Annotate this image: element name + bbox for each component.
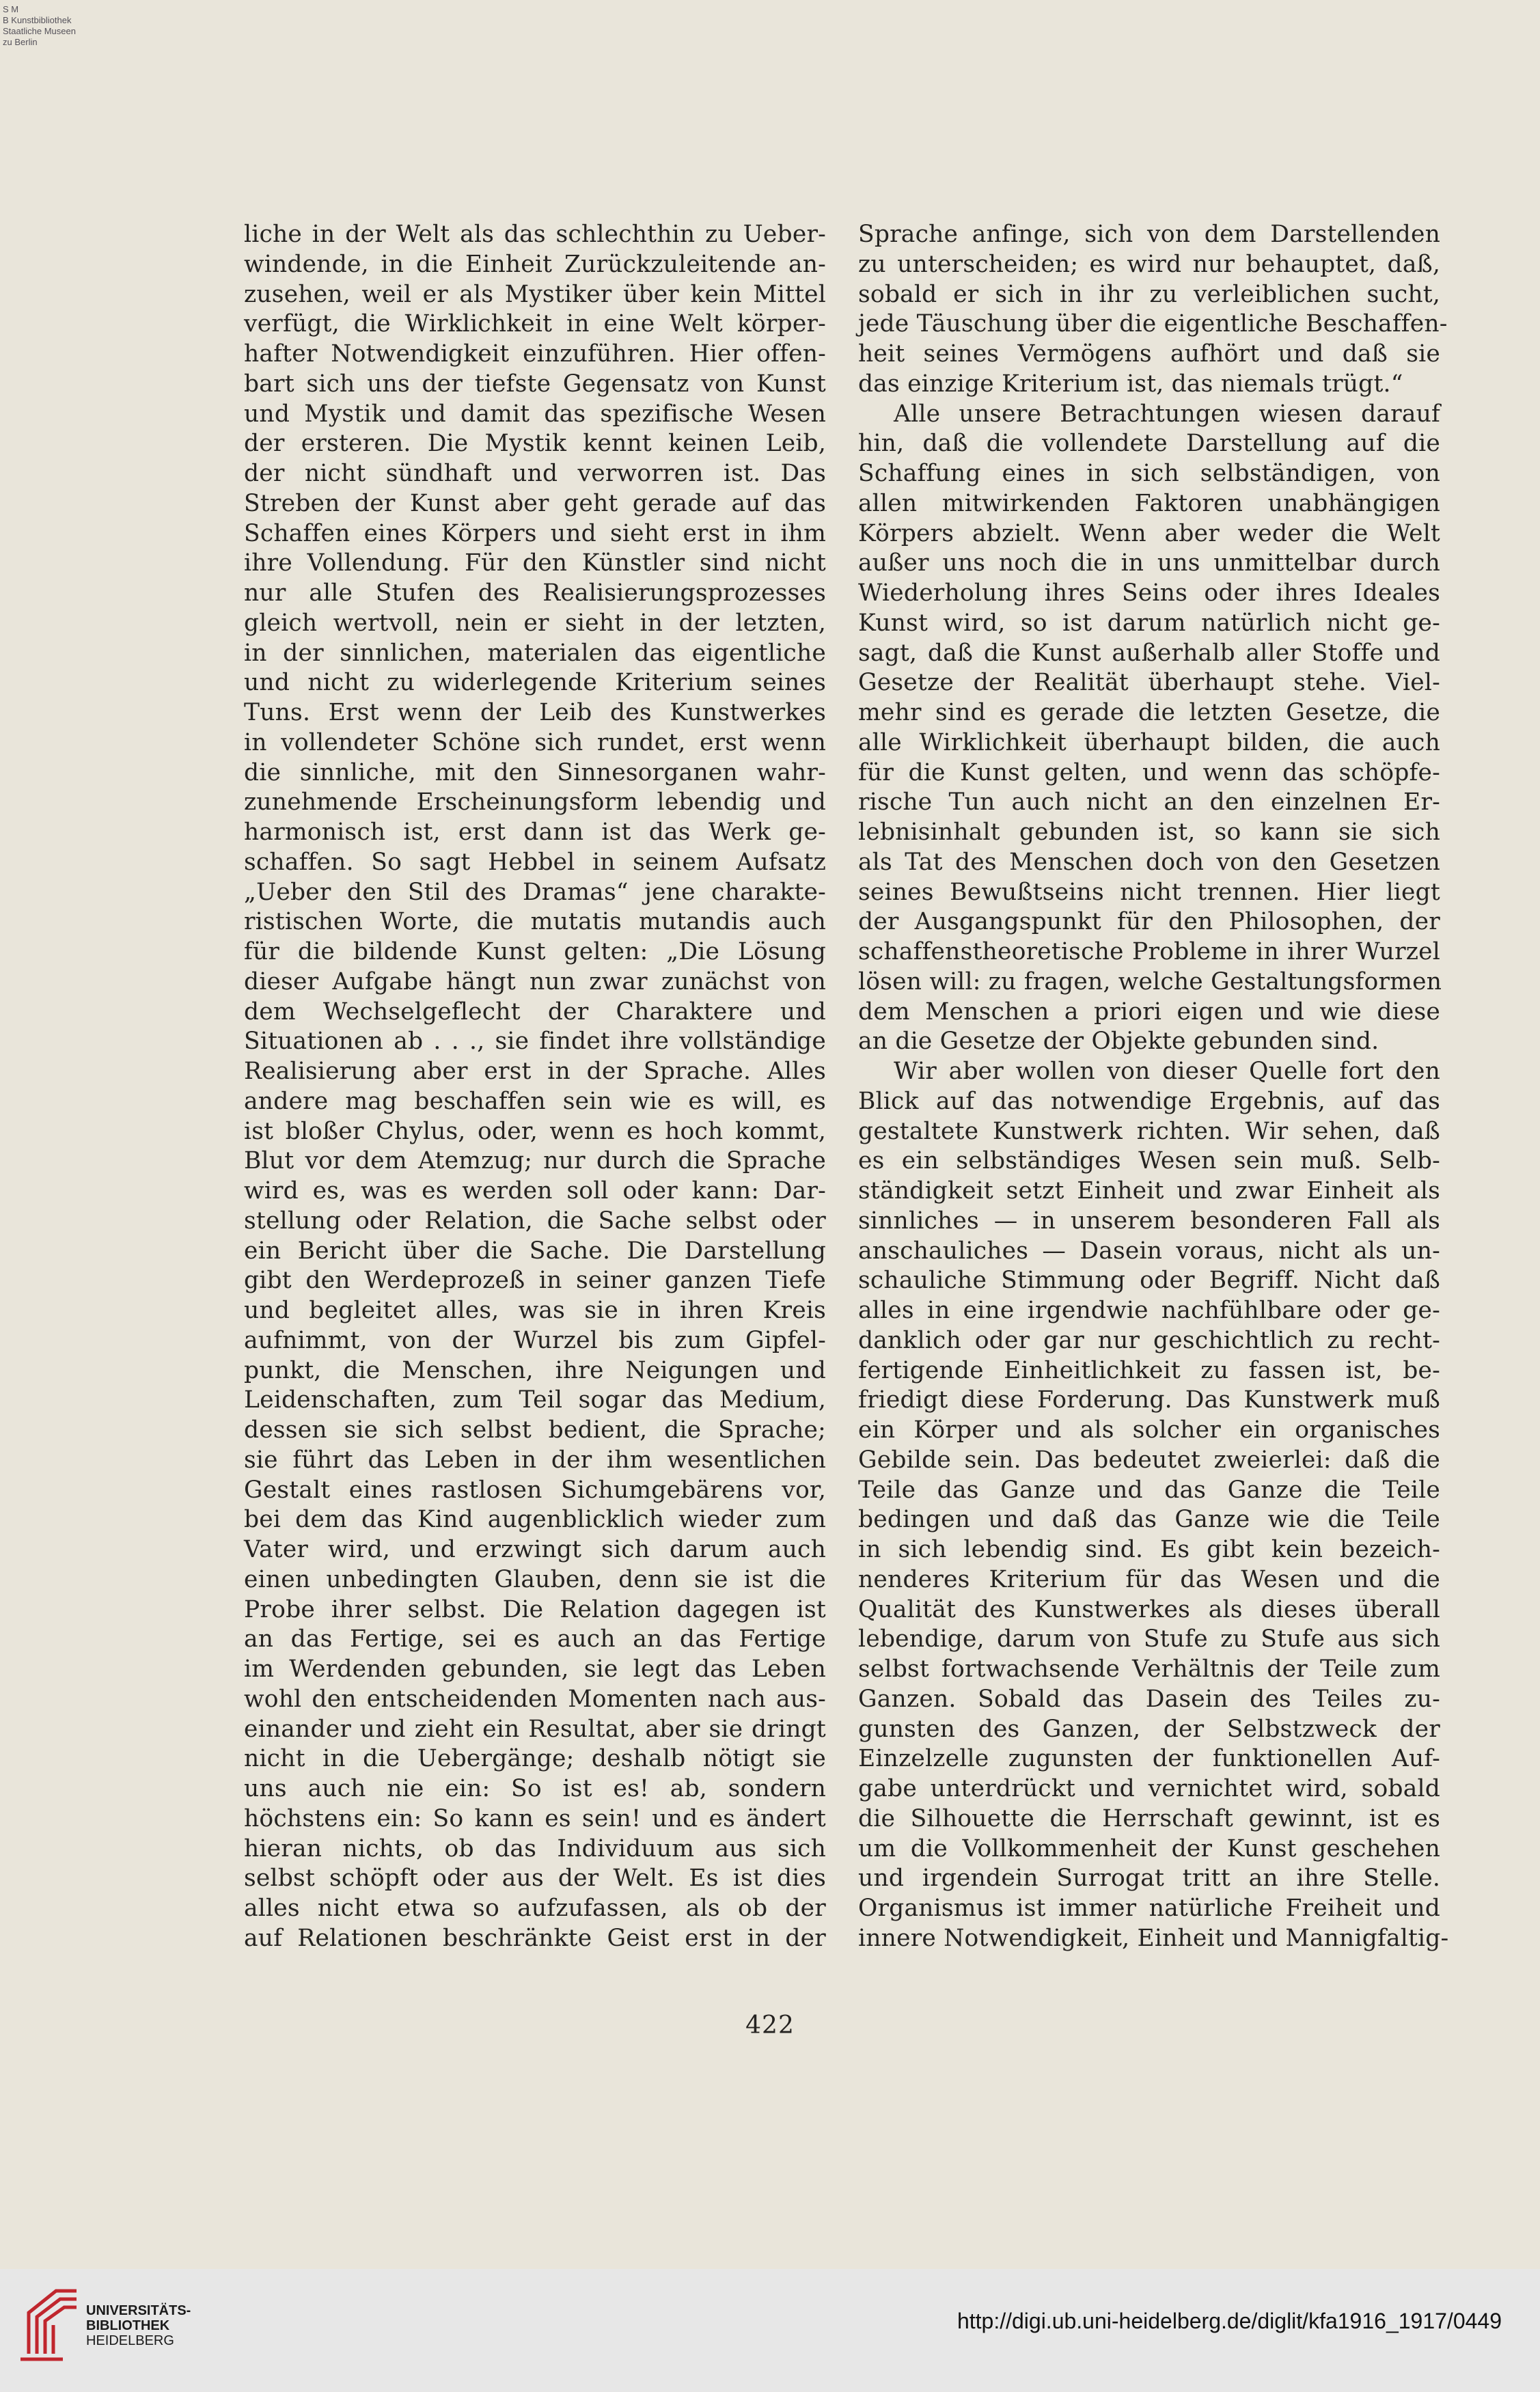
text-line: Alle unsere Betrachtungen wiesen darauf (894, 400, 1440, 428)
text-line: ristischen Worte, die mutatis mutandis auch (244, 908, 826, 936)
text-line: seines Bewußtseins nicht trennen. Hier liegt (858, 878, 1440, 906)
text-line: der nicht sündhaft und verworren ist. Das (244, 460, 826, 487)
stamp-line: B Kunstbibliothek (3, 15, 72, 25)
text-line: außer uns noch die in uns unmittelbar durch (858, 549, 1440, 577)
text-line: bei dem das Kind augenblicklich wieder zum (244, 1506, 826, 1534)
text-line: gestaltete Kunstwerk richten. Wir sehen, daß (858, 1117, 1440, 1145)
library-stamp (3, 4, 76, 48)
text-line: zu unterscheiden; es wird nur behauptet, daß, (858, 250, 1440, 278)
text-line: zunehmende Erscheinungsform lebendig und (244, 788, 826, 816)
text-line: die Silhouette die Herrschaft gewinnt, ist es (858, 1804, 1440, 1832)
text-line: und Mystik und damit das spezifische Wesen (244, 400, 826, 428)
left-text-column (244, 220, 826, 1954)
text-line: Kunst wird, so ist darum natürlich nicht ge- (858, 609, 1440, 637)
text-line: dem Menschen a priori eigen und wie diese (858, 998, 1440, 1026)
permalink-url[interactable]: http://digi.ub.uni-heidelberg.de/diglit/kfa1916_1917/0449 (957, 2309, 1502, 2333)
text-line: lebendige, darum von Stufe zu Stufe aus sich (858, 1625, 1440, 1653)
library-name[interactable] (86, 2303, 191, 2348)
text-line: ständigkeit setzt Einheit und zwar Einheit als (858, 1177, 1440, 1205)
text-line: lösen will: zu fragen, welche Gestaltungsformen (858, 967, 1442, 995)
text-line: Gebilde sein. Das bedeutet zweierlei: daß die (858, 1446, 1440, 1474)
text-line: an die Gesetze der Objekte gebunden sind. (858, 1028, 1379, 1056)
text-line: selbst fortwachsende Verhältnis der Teile zum (858, 1655, 1440, 1683)
text-line: nenderes Kriterium für das Wesen und die (858, 1565, 1440, 1593)
text-line: und nicht zu widerlegende Kriterium seines (244, 669, 826, 697)
text-line: Situationen ab . . ., sie findet ihre vollständige (244, 1028, 826, 1056)
text-line: Tuns. Erst wenn der Leib des Kunstwerkes (244, 699, 826, 726)
text-line: heit seines Vermögens aufhört und daß sie (858, 340, 1440, 368)
stamp-line: S M (3, 4, 19, 14)
text-line: punkt, die Menschen, ihre Neigungen und (244, 1356, 826, 1384)
text-line: Qualität des Kunstwerkes als dieses überall (858, 1595, 1440, 1623)
text-line: Teile das Ganze und das Ganze die Teile (858, 1476, 1440, 1504)
text-line: Schaffung eines in sich selbständigen, von (858, 460, 1440, 487)
text-line: ist bloßer Chylus, oder, wenn es hoch kommt, (244, 1117, 826, 1145)
text-line: sinnliches — in unserem besonderen Fall als (858, 1207, 1440, 1235)
text-line: Vater wird, und erzwingt sich darum auch (244, 1536, 826, 1563)
text-line: uns auch nie ein: So ist es! ab, sondern (244, 1775, 826, 1802)
text-line: schauliche Stimmung oder Begriff. Nicht daß (858, 1267, 1440, 1295)
text-line: windende, in die Einheit Zurückzuleitende an- (244, 250, 826, 278)
text-line: Gestalt eines rastlosen Sichumgebärens vor, (244, 1476, 826, 1504)
library-name-line: UNIVERSITÄTS- (86, 2303, 191, 2318)
text-line: die sinnliche, mit den Sinnesorganen wahr- (244, 758, 826, 786)
text-line: harmonisch ist, erst dann ist das Werk ge- (244, 819, 826, 846)
text-line: hin, daß die vollendete Darstellung auf die (858, 430, 1440, 458)
text-line: der Ausgangspunkt für den Philosophen, der (858, 908, 1440, 936)
text-line: bedingen und daß das Ganze wie die Teile (858, 1506, 1440, 1534)
text-line: Realisierung aber erst in der Sprache. Alles (244, 1058, 826, 1085)
text-line: wird es, was es werden soll oder kann: Dar- (244, 1177, 826, 1205)
text-line: Schaffen eines Körpers und sieht erst in ihm (244, 519, 826, 547)
text-line: der ersteren. Die Mystik kennt keinen Leib, (244, 430, 826, 458)
text-line: alles nicht etwa so aufzufassen, als ob der (244, 1895, 826, 1922)
text-line: liche in der Welt als das schlechthin zu Ueber- (244, 221, 826, 248)
right-text-column (858, 220, 1449, 1954)
text-line: in der sinnlichen, materialen das eigentliche (244, 639, 826, 667)
text-line: Wir aber wollen von dieser Quelle fort den (894, 1058, 1440, 1085)
text-line: alle Wirklichkeit überhaupt bilden, die auch (858, 728, 1440, 756)
text-line: für die Kunst gelten, und wenn das schöpfe- (858, 758, 1440, 786)
text-line: Streben der Kunst aber geht gerade auf das (244, 489, 826, 517)
library-name-line: HEIDELBERG (86, 2333, 174, 2348)
text-line: innere Notwendigkeit, Einheit und Mannigfaltig- (858, 1924, 1449, 1952)
text-line: zusehen, weil er als Mystiker über kein Mittel (244, 280, 826, 308)
text-line: Probe ihrer selbst. Die Relation dagegen ist (244, 1595, 826, 1623)
text-line: es ein selbständiges Wesen sein muß. Selb- (858, 1147, 1440, 1175)
text-line: in sich lebendig sind. Es gibt kein bezeich- (858, 1536, 1440, 1563)
text-line: andere mag beschaffen sein wie es will, es (244, 1087, 826, 1115)
text-line: nicht in die Uebergänge; deshalb nötigt sie (244, 1745, 826, 1773)
stamp-line: Staatliche Museen (3, 26, 76, 36)
text-line: verfügt, die Wirklichkeit in eine Welt körper- (244, 310, 826, 338)
text-line: hieran nichts, ob das Individuum aus sich (244, 1834, 826, 1862)
text-line: jede Täuschung über die eigentliche Beschaffen- (858, 310, 1448, 338)
text-line: sobald er sich in ihr zu verleiblichen sucht, (858, 280, 1440, 308)
text-line: gunsten des Ganzen, der Selbstzweck der (858, 1715, 1440, 1743)
text-line: stellung oder Relation, die Sache selbst oder (244, 1207, 826, 1235)
text-line: schaffen. So sagt Hebbel in seinem Aufsatz (244, 848, 826, 876)
text-line: an das Fertige, sei es auch an das Fertige (244, 1625, 826, 1653)
text-line: Blick auf das notwendige Ergebnis, auf das (858, 1087, 1440, 1115)
text-line: ein Bericht über die Sache. Die Darstellung (244, 1237, 826, 1265)
text-line: anschauliches — Dasein voraus, nicht als un- (858, 1237, 1440, 1265)
text-line: Gesetze der Realität überhaupt stehe. Viel- (858, 669, 1440, 697)
footer-bar (0, 2269, 1540, 2392)
text-line: alles in eine irgendwie nachfühlbare oder ge- (858, 1297, 1440, 1324)
text-line: hafter Notwendigkeit einzuführen. Hier offen- (244, 340, 826, 368)
text-line: Blut vor dem Atemzug; nur durch die Sprache (244, 1147, 826, 1175)
text-line: aufnimmt, von der Wurzel bis zum Gipfel- (244, 1326, 826, 1354)
text-line: für die bildende Kunst gelten: „Die Lösung (244, 938, 826, 965)
text-line: friedigt diese Forderung. Das Kunstwerk muß (858, 1386, 1440, 1414)
text-line: mehr sind es gerade die letzten Gesetze, die (858, 699, 1440, 726)
text-line: lebnisinhalt gebunden ist, so kann sie sich (858, 819, 1440, 846)
text-line: einen unbedingten Glauben, denn sie ist die (244, 1565, 826, 1593)
text-line: Sprache anfinge, sich von dem Darstellenden (858, 221, 1440, 248)
text-line: höchstens ein: So kann es sein! und es ändert (244, 1804, 826, 1832)
text-line: gleich wertvoll, nein er sieht in der letzten, (244, 609, 826, 637)
text-line: ein Körper und als solcher ein organisches (858, 1416, 1440, 1444)
text-line: auf Relationen beschränkte Geist erst in der (244, 1924, 826, 1952)
text-line: Leidenschaften, zum Teil sogar das Medium, (244, 1386, 826, 1414)
text-line: danklich oder gar nur geschichtlich zu recht- (858, 1326, 1440, 1354)
ub-heidelberg-logo-icon[interactable] (15, 2285, 83, 2367)
page-number: 422 (745, 2011, 795, 2039)
text-line: Wiederholung ihres Seins oder ihres Ideales (858, 579, 1440, 607)
text-line: um die Vollkommenheit der Kunst geschehen (858, 1834, 1440, 1862)
text-line: bart sich uns der tiefste Gegensatz von Kunst (244, 370, 826, 398)
text-line: im Werdenden gebunden, sie legt das Leben (244, 1655, 826, 1683)
text-line: Organismus ist immer natürliche Freiheit und (858, 1895, 1440, 1922)
text-line: ihre Vollendung. Für den Künstler sind nicht (244, 549, 826, 577)
text-line: das einzige Kriterium ist, das niemals trügt.“ (858, 370, 1403, 398)
text-line: „Ueber den Stil des Dramas“ jene charakte- (244, 878, 826, 906)
text-line: sie führt das Leben in der ihm wesentlichen (244, 1446, 826, 1474)
text-line: einander und zieht ein Resultat, aber sie dringt (244, 1715, 826, 1743)
text-line: gibt den Werdeprozeß in seiner ganzen Tiefe (244, 1267, 826, 1295)
text-line: sagt, daß die Kunst außerhalb aller Stoffe und (858, 639, 1440, 667)
text-line: und irgendein Surrogat tritt an ihre Stelle. (858, 1865, 1440, 1893)
text-line: rische Tun auch nicht an den einzelnen Er- (858, 788, 1440, 816)
text-line: dessen sie sich selbst bedient, die Sprache; (244, 1416, 826, 1444)
text-line: als Tat des Menschen doch von den Gesetzen (858, 848, 1440, 876)
text-line: dieser Aufgabe hängt nun zwar zunächst von (244, 967, 826, 995)
text-line: Einzelzelle zugunsten der funktionellen Auf- (858, 1745, 1440, 1773)
text-line: selbst schöpft oder aus der Welt. Es ist dies (244, 1865, 826, 1893)
text-line: gabe unterdrückt und vernichtet wird, sobald (858, 1775, 1440, 1802)
text-line: und begleitet alles, was sie in ihren Kreis (244, 1297, 826, 1324)
text-line: dem Wechselgeflecht der Charaktere und (244, 998, 826, 1026)
text-line: allen mitwirkenden Faktoren unabhängigen (858, 489, 1440, 517)
text-line: Körpers abzielt. Wenn aber weder die Welt (858, 519, 1440, 547)
text-line: fertigende Einheitlichkeit zu fassen ist, be- (858, 1356, 1440, 1384)
text-line: in vollendeter Schöne sich rundet, erst wenn (244, 728, 826, 756)
text-line: nur alle Stufen des Realisierungsprozesses (244, 579, 826, 607)
text-line: schaffenstheoretische Probleme in ihrer Wurzel (858, 938, 1440, 965)
stamp-line: zu Berlin (3, 37, 38, 47)
text-line: wohl den entscheidenden Momenten nach aus- (244, 1685, 826, 1713)
library-name-line: BIBLIOTHEK (86, 2318, 170, 2333)
text-line: Ganzen. Sobald das Dasein des Teiles zu- (858, 1685, 1440, 1713)
